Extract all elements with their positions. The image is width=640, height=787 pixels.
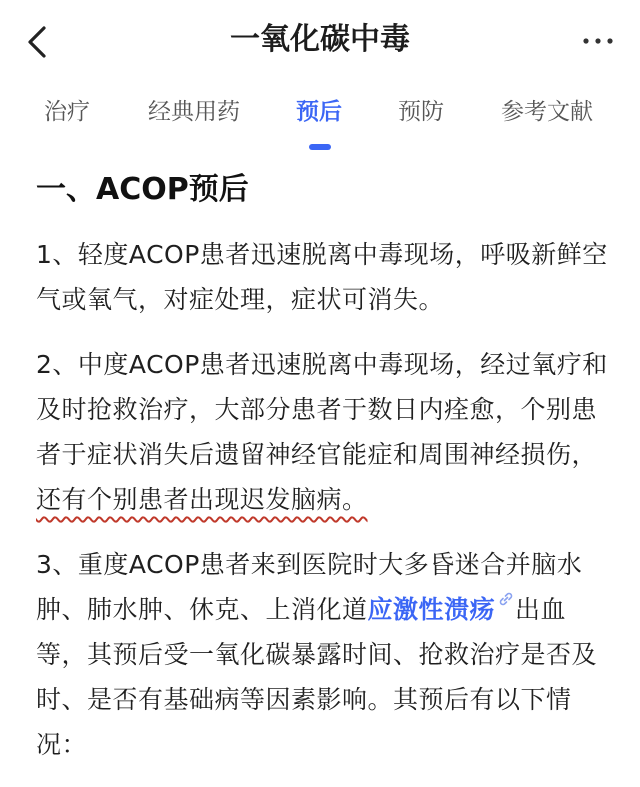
stress-ulcer-link[interactable]: 应激性溃疡 <box>367 595 496 624</box>
tab-references[interactable]: 参考文献 <box>501 99 593 125</box>
paragraph-moderate <box>36 342 611 522</box>
tab-treatment[interactable]: 治疗 <box>44 99 90 125</box>
paragraph-mild: 1、轻度ACOP患者迅速脱离中毒现场，呼吸新鲜空气或氧气，对症处理，症状可消失。 <box>36 240 608 314</box>
tab-prognosis[interactable]: 预后 <box>296 99 342 125</box>
article-content <box>36 168 611 787</box>
paragraph-moderate-text: 2、中度ACOP患者迅速脱离中毒现场，经过氧疗和及时抢救治疗，大部分患者于数日内痊愈，个别患者于症状消失后遗留神经官能症和周围神经损伤， <box>36 350 608 469</box>
tab-bar <box>0 92 640 152</box>
paragraph-severe <box>36 542 611 767</box>
top-bar <box>0 0 640 80</box>
section-heading: 一、ACOP预后 <box>36 172 249 207</box>
tab-classic-medication[interactable]: 经典用药 <box>148 99 240 125</box>
tab-prevention[interactable]: 预防 <box>398 99 444 125</box>
active-tab-indicator <box>309 144 331 150</box>
link-icon[interactable] <box>497 590 515 608</box>
paragraph-severe-text-after: 出血等，其预后受一氧化碳暴露时间、抢救治疗是否及时、是否有基础病等因素影响。其预后有以下情况： <box>36 595 598 759</box>
paragraph-severe-text-before: 3、重度ACOP患者来到医院时大多昏迷合并脑水肿、肺水肿、休克、上消化道 <box>36 550 583 624</box>
highlighted-text: 还有个别患者出现迟发脑病。 <box>36 485 368 514</box>
page-title: 一氧化碳中毒 <box>230 22 410 57</box>
more-options-icon[interactable] <box>578 24 618 58</box>
